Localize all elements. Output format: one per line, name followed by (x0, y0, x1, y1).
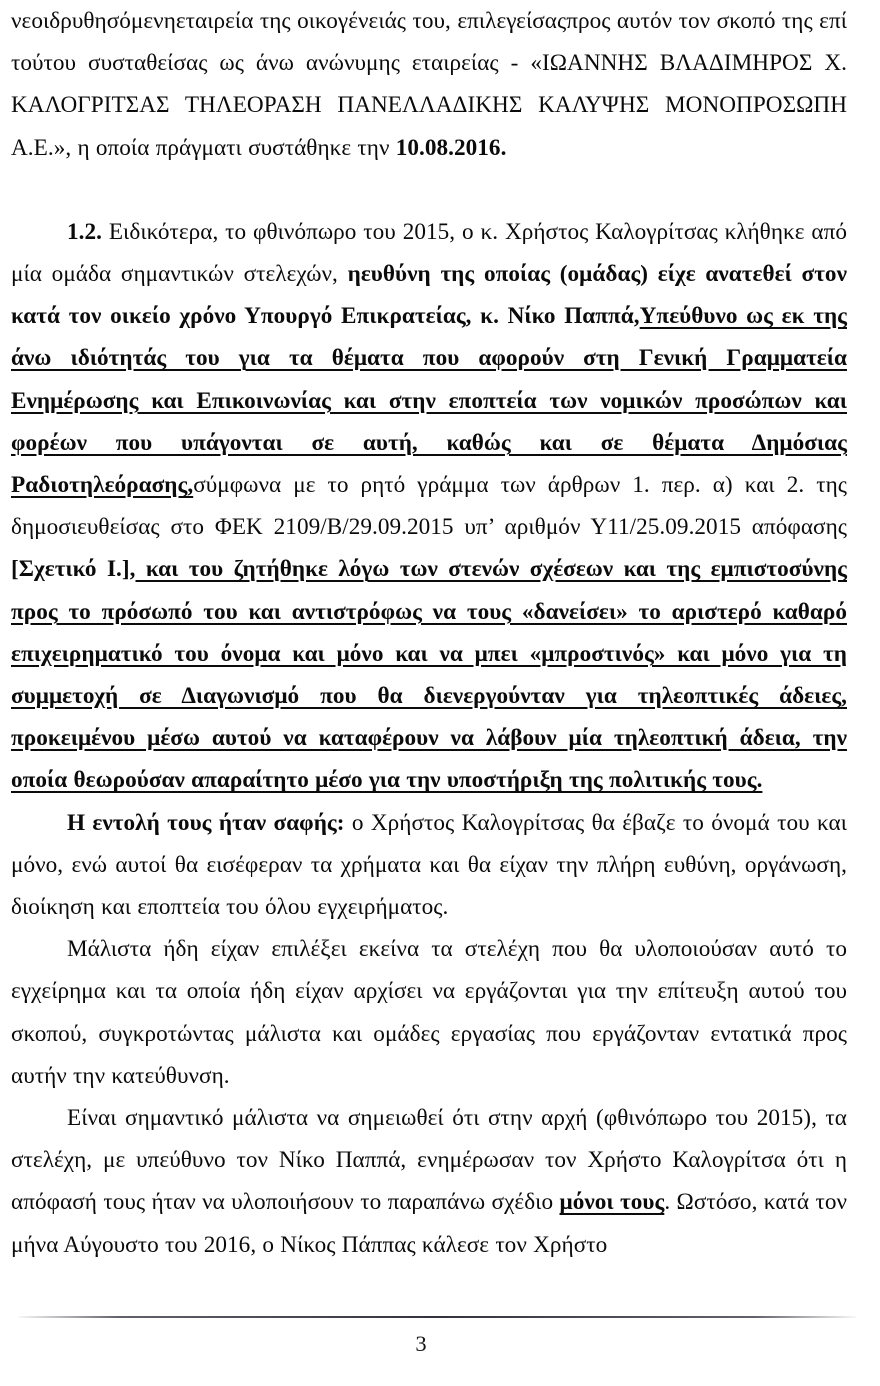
text-run-normal: ο Χρήστος Καλογρίτσας θα έβαζε το όνομά του και μόνο, ενώ αυτοί θα εισέφεραν τα χρήματα και θα είχαν την πλήρη ευθύνη, οργάνωση, διοίκηση και εποπτεία του όλου εγχειρήματος. (11, 809, 847, 921)
text-run-normal: . Ωστόσο, κατά τον μήνα Αύγουστο του 2016, ο Νίκος Πάππας κάλεσε τον Χρήστο (11, 1189, 848, 1258)
text-run-bold-underline: και του ζητήθηκε λόγω των στενών σχέσεων και της εμπιστοσύνης προς το πρόσωπό του και αντιστρόφως να τους «δανείσει» το αριστερό καθαρό επιχειρηματικό του όνομα και μόνο και να μπει «μπροστινός» και μόνο για τη συμμετοχή σε Διαγωνισμό που θα διενεργούνταν για τηλεοπτικές άδειες, προκειμένου μέσω αυτού να καταφέρουν να λάβουν μία τηλεοπτική άδεια, την οποία θεωρούσαν απαραίτητο μέσο για την υποστήριξη της πολιτικής τους. (11, 556, 847, 794)
text-run-bold-underline: Υπεύθυνο ως εκ της άνω ιδιότητάς του για τα θέματα που αφορούν στη Γενική Γραμματεία Ενημέρωσης και Επικοινωνίας και στην εποπτεία των νομικών προσώπων και φορέων που υπάγονται σε αυτή, καθώς και σε θέματα Δημόσιας Ραδιοτηλεόρασης, (11, 303, 847, 499)
text-run-normal: Μάλιστα ήδη είχαν επιλέξει εκείνα τα στελέχη που θα υλοποιούσαν αυτό το εγχείρημα και τα οποία ήδη είχαν αρχίσει να εργάζονται για την επίτευξη αυτού του σκοπού, συγκροτώντας μάλιστα και ομάδες εργασίας που εργάζονταν εντατικά προς αυτήν την κατεύθυνση. (11, 936, 847, 1089)
paragraph-section-1-2 (11, 211, 847, 802)
document-body (11, 0, 847, 1266)
text-run-bold: 1.2. (67, 218, 102, 245)
paragraph-malista (11, 928, 847, 1097)
footer-divider (18, 1316, 856, 1318)
paragraph-entoli (11, 802, 847, 929)
text-run-normal: Είναι σημαντικό μάλιστα να σημειωθεί ότι στην αρχή (φθινόπωρο του 2015), τα στελέχη, με υπεύθυνο τον Νίκο Παππά, ενημέρωσαν τον Χρήστο Καλογρίτσα ότι η απόφασή τους ήταν να υλοποιήσουν το παραπάνω σχέδιο (11, 1105, 847, 1216)
paragraph-einai-simantiko (11, 1097, 847, 1266)
text-run-bold: Η εντολή τους ήταν σαφής: (67, 809, 345, 836)
text-run-normal: νεοιδρυθησόμενηεταιρεία της οικογένειάς του, επιλεγείσαςπρος αυτόν τον σκοπό της επί τούτου συσταθείσας ως άνω ανώνυμης εταιρείας - «ΙΩΑΝΝΗΣ ΒΛΑΔΙΜΗΡΟΣ Χ. ΚΑΛΟΓΡΙΤΣΑΣ ΤΗΛΕΟΡΑΣΗ ΠΑΝΕΛΛΑΔΙΚΗΣ ΚΑΛΥΨΗΣ ΜΟΝΟΠΡΟΣΩΠΗ Α.Ε.», η οποία πράγματι συστάθηκε την (11, 8, 847, 161)
text-run-bold: ηευθύνη της οποίας (ομάδας) είχε ανατεθεί στον κατά τον οικείο χρόνο Υπουργό Επικρατείας, κ. Νίκο Παππά, (11, 261, 847, 330)
text-run-bold-underline: μόνοι τους (559, 1189, 665, 1216)
text-run-normal: σύμφωνα με το ρητό γράμμα των άρθρων 1. περ. α) και 2. της δημοσιευθείσας στο ΦΕΚ 2109/Β/29.09.2015 υπ’ αριθμόν Υ11/25.09.2015 απόφασης (11, 472, 847, 541)
text-run-normal: Ειδικότερα, το φθινόπωρο του 2015, ο κ. Χρήστος Καλογρίτσας κλήθηκε από μία ομάδα σημαντικών στελεχών, (11, 218, 847, 288)
page-number: 3 (415, 1331, 427, 1356)
text-run-bold: [Σχετικό Ι.], (11, 556, 136, 583)
text-run-bold: 10.08.2016. (395, 134, 507, 161)
paragraph-continuation (11, 0, 847, 169)
